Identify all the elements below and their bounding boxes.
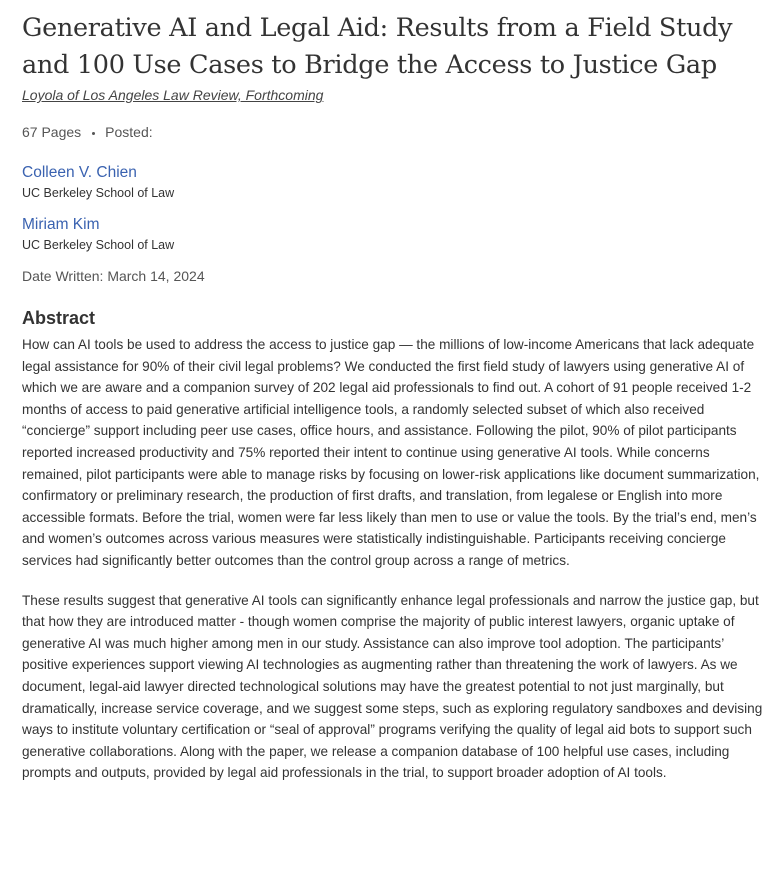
author-list [22, 163, 764, 253]
journal-link[interactable]: Loyola of Los Angeles Law Review, Forthcoming [22, 87, 324, 103]
abstract-body [22, 334, 764, 784]
abstract-heading: Abstract [22, 308, 96, 328]
separator-dot [92, 132, 95, 135]
paper-title: Generative AI and Legal Aid: Results from a Field Study and 100 Use Cases to Bridge the Access to Justice Gap [22, 13, 733, 80]
author-affiliation: UC Berkeley School of Law [22, 186, 175, 200]
author-entry [22, 163, 764, 201]
paper-meta [22, 124, 764, 140]
author-entry [22, 215, 764, 253]
posted-label: Posted: [105, 124, 153, 140]
author-affiliation: UC Berkeley School of Law [22, 238, 175, 252]
abstract-paragraph: These results suggest that generative AI tools can significantly enhance legal professionals and narrow the justice gap, but that how they are introduced matter - though women comprise the majority of public interest lawyers, organic uptake of generative AI was much higher among men in our study. Assistance can also improve tool adoption. The participants’ positive experiences support viewing AI technologies as augmenting rather than threatening the work of lawyers. As we document, legal-aid lawyer directed technological solutions may have the greatest potential to not just marginally, but dramatically, increase service coverage, and we suggest some steps, such as exploring regulatory sandboxes and devising ways to institute voluntary certification or “seal of approval” programs verifying the quality of legal aid bots to support such generative collaborations. Along with the paper, we release a companion database of 100 helpful use cases, including prompts and outputs, provided by legal aid professionals in the trial, to support broader adoption of AI tools. [22, 592, 763, 781]
paper-page [22, 10, 764, 784]
author-name-link[interactable]: Colleen V. Chien [22, 164, 137, 181]
date-written: Date Written: March 14, 2024 [22, 268, 205, 284]
abstract-paragraph: How can AI tools be used to address the access to justice gap — the millions of low-income Americans that lack adequate legal assistance for 90% of their civil legal problems? We conducted the first field study of lawyers using generative AI of which we are aware and a companion survey of 202 legal aid professionals to find out. A cohort of 91 people received 1-2 months of access to paid generative artificial intelligence tools, a randomly selected subset of which also received “concierge” support including peer use cases, office hours, and assistance. Following the pilot, 90% of pilot participants reported increased productivity and 75% reported their intent to continue using generative AI tools. While concerns remained, pilot participants were able to manage risks by focusing on lower-risk applications like document summarization, confirmatory or preliminary research, the production of first drafts, and translation, from legalese or English into more accessible formats. Before the trial, women were far less likely than men to use or value the tools. By the trial’s end, men’s and women’s outcomes across various measures were statistically indistinguishable. Participants receiving concierge services had significantly better outcomes than the control group across a range of metrics. [22, 337, 760, 568]
page-count: 67 Pages [22, 124, 82, 140]
author-name-link[interactable]: Miriam Kim [22, 216, 100, 233]
